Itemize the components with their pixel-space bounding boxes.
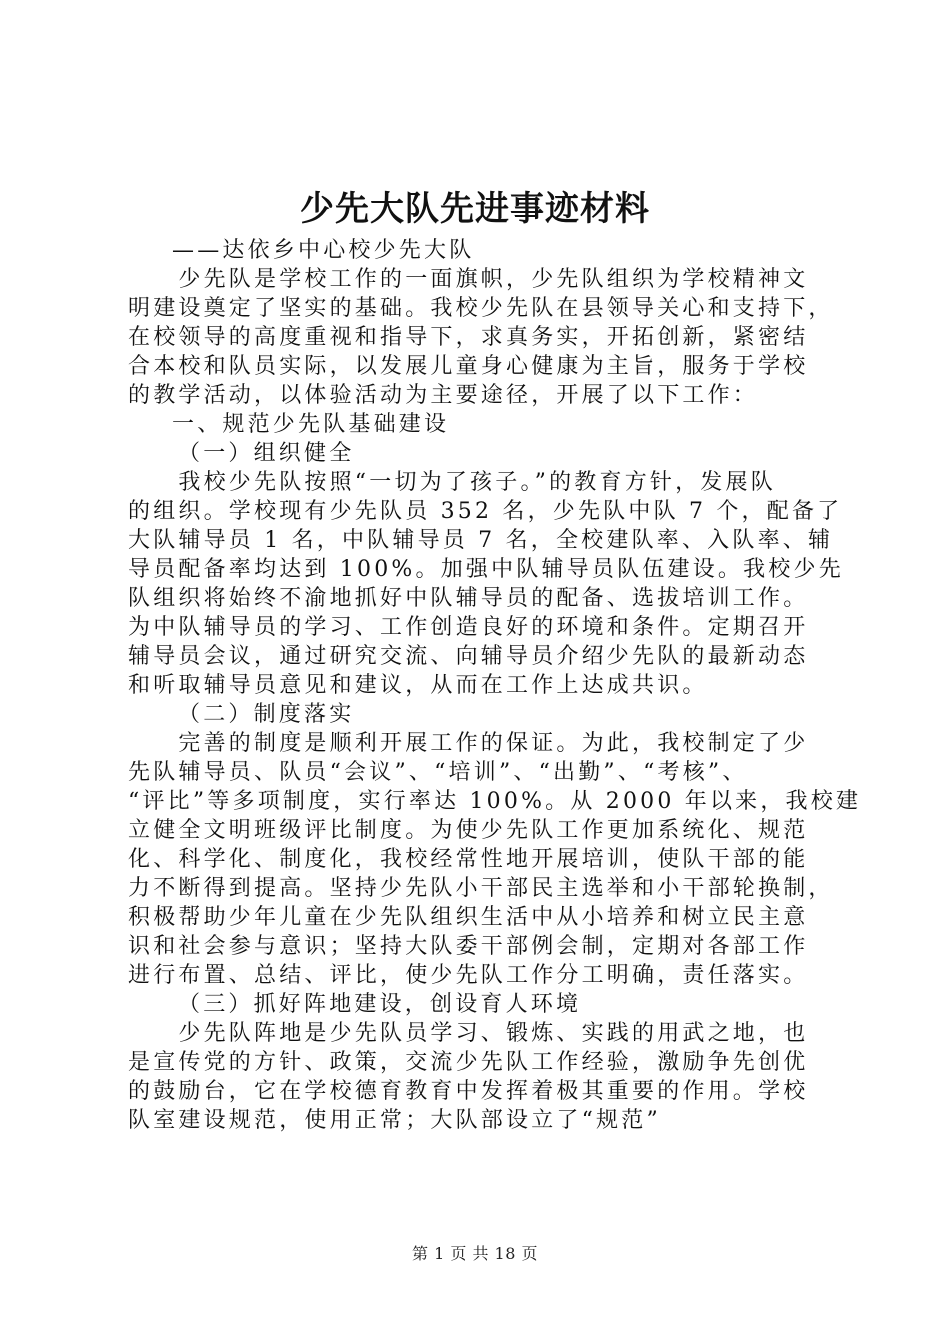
paragraph-line: 大队辅导员 1 名，中队辅导员 7 名，全校建队率、入队率、辅 bbox=[128, 528, 834, 553]
paragraph-line: 和听取辅导员意见和建议，从而在工作上达成共识。 bbox=[128, 673, 708, 698]
paragraph-line: 立健全文明班级评比制度。为使少先队工作更加系统化、规范 bbox=[128, 818, 809, 843]
paragraph-line: “评比”等多项制度，实行率达 100%。从 2000 年以来，我校建 bbox=[128, 789, 862, 814]
paragraph-line: 的鼓励台，它在学校德育教育中发挥着极其重要的作用。学校 bbox=[128, 1079, 809, 1104]
paragraph-line: 力不断得到提高。坚持少先队小干部民主选举和小干部轮换制， bbox=[128, 876, 834, 901]
document-body bbox=[128, 236, 862, 1135]
subsection-heading: （二）制度落实 bbox=[178, 702, 355, 727]
paragraph-line: 先队辅导员、队员“会议”、“培训”、“出勤”、“考核”、 bbox=[128, 760, 748, 785]
subsection-heading: （三）抓好阵地建设，创设育人环境 bbox=[178, 992, 582, 1017]
paragraph-line: 在校领导的高度重视和指导下，求真务实，开拓创新，紧密结 bbox=[128, 325, 809, 350]
paragraph-line: 是宣传党的方针、政策，交流少先队工作经验，激励争先创优 bbox=[128, 1050, 809, 1075]
paragraph-line: 队室建设规范，使用正常；大队部设立了“规范” bbox=[128, 1108, 661, 1133]
page-footer: 第 1 页 共 18 页 bbox=[412, 1244, 538, 1263]
paragraph-line: 的教学活动，以体验活动为主要途径，开展了以下工作： bbox=[128, 383, 759, 408]
subtitle-line: ——达依乡中心校少先大队 bbox=[172, 238, 475, 263]
paragraph-line: 明建设奠定了坚实的基础。我校少先队在县领导关心和支持下， bbox=[128, 296, 834, 321]
paragraph-line: 积极帮助少年儿童在少先队组织生活中从小培养和树立民主意 bbox=[128, 905, 809, 930]
paragraph-line: 少先队是学校工作的一面旗帜，少先队组织为学校精神文 bbox=[128, 267, 809, 292]
document-title: 少先大队先进事迹材料 bbox=[300, 189, 650, 229]
paragraph-line: 的组织。学校现有少先队员 352 名，少先队中队 7 个，配备了 bbox=[128, 499, 843, 524]
paragraph-line: 识和社会参与意识；坚持大队委干部例会制，定期对各部工作 bbox=[128, 934, 809, 959]
section-heading: 一、规范少先队基础建设 bbox=[172, 412, 450, 437]
subsection-heading: （一）组织健全 bbox=[178, 441, 355, 466]
paragraph-line: 合本校和队员实际，以发展儿童身心健康为主旨，服务于学校 bbox=[128, 354, 809, 379]
paragraph-line: 导员配备率均达到 100%。加强中队辅导员队伍建设。我校少先 bbox=[128, 557, 844, 582]
paragraph-line: 为中队辅导员的学习、工作创造良好的环境和条件。定期召开 bbox=[128, 615, 809, 640]
paragraph-line: 化、科学化、制度化，我校经常性地开展培训，使队干部的能 bbox=[128, 847, 809, 872]
paragraph-line: 完善的制度是顺利开展工作的保证。为此，我校制定了少 bbox=[128, 731, 809, 756]
paragraph-line: 少先队阵地是少先队员学习、锻炼、实践的用武之地，也 bbox=[128, 1021, 809, 1046]
paragraph-line: 辅导员会议，通过研究交流、向辅导员介绍少先队的最新动态 bbox=[128, 644, 809, 669]
paragraph-line: 我校少先队按照“一切为了孩子。”的教育方针，发展队 bbox=[128, 470, 776, 495]
paragraph-line: 队组织将始终不渝地抓好中队辅导员的配备、选拔培训工作。 bbox=[128, 586, 809, 611]
paragraph-line: 进行布置、总结、评比，使少先队工作分工明确，责任落实。 bbox=[128, 963, 809, 988]
